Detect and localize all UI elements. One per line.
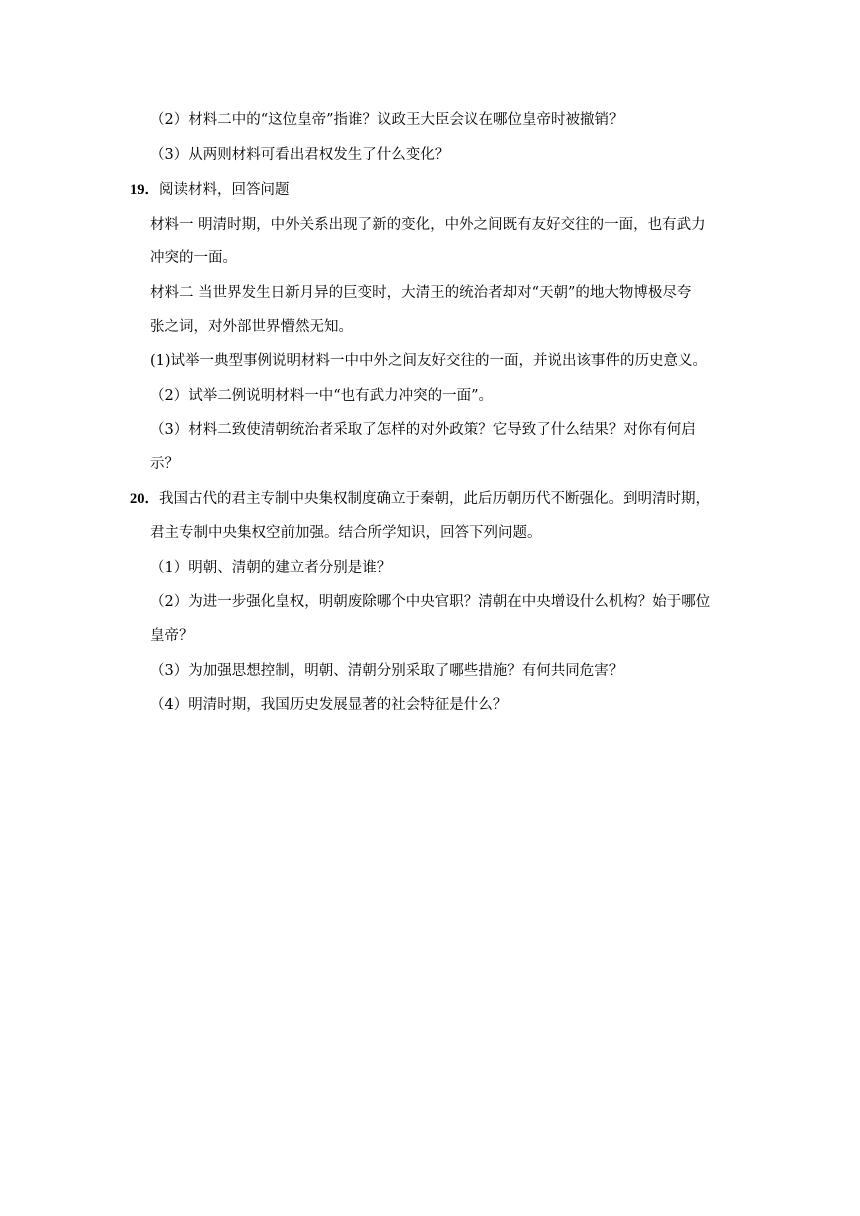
q19-material1-line2: 冲突的一面。 (150, 250, 237, 266)
q19-number: 19． (130, 182, 159, 198)
q20-sub2-line2: 皇帝？ (150, 628, 194, 644)
q20-stem-line2: 君主专制中央集权空前加强。结合所学知识，回答下列问题。 (150, 525, 542, 541)
q19-sub3-line1: （3）材料二致使清朝统治者采取了怎样的对外政策？它导致了什么结果？对你有何启 (150, 422, 696, 438)
q20-stem-line1 (130, 489, 710, 509)
q20-number: 20． (130, 491, 159, 507)
q19-material2-line1: 材料二 当世界发生日新月异的巨变时，大清王的统治者却对“天朝”的地大物博极尽夸 (150, 285, 692, 301)
q19-sub3-line2: 示？ (150, 456, 179, 472)
q19-material1-line1: 材料一 明清时期，中外关系出现了新的变化，中外之间既有友好交往的一面，也有武力 (150, 217, 706, 233)
q19-sub2: （2）试举二例说明材料一中“也有武力冲突的一面”。 (150, 388, 494, 404)
q19-material2-line2: 张之词，对外部世界懵然无知。 (150, 319, 353, 335)
q20-prompt: 我国古代的君主专制中央集权制度确立于秦朝，此后历朝历代不断强化。到明清时期， (159, 491, 710, 507)
q18-sub3: （3）从两则材料可看出君权发生了什么变化？ (150, 147, 450, 163)
q19-prompt: 阅读材料，回答问题 (159, 182, 290, 198)
q20-sub1: （1）明朝、清朝的建立者分别是谁？ (150, 560, 392, 576)
q18-sub2: （2）材料二中的“这位皇帝”指谁？议政王大臣会议在哪位皇帝时被撤销？ (150, 112, 624, 128)
q20-sub2-line1: （2）为进一步强化皇权，明朝废除哪个中央官职？清朝在中央增设什么机构？始于哪位 (150, 594, 711, 610)
q20-sub4: （4）明清时期，我国历史发展显著的社会特征是什么？ (150, 697, 508, 713)
q20-sub3: （3）为加强思想控制，明朝、清朝分别采取了哪些措施？有何共同危害？ (150, 663, 624, 679)
q19-stem (130, 180, 290, 200)
q19-sub1: (1)试举一典型事例说明材料一中中外之间友好交往的一面，并说出该事件的历史意义。 (150, 353, 708, 369)
